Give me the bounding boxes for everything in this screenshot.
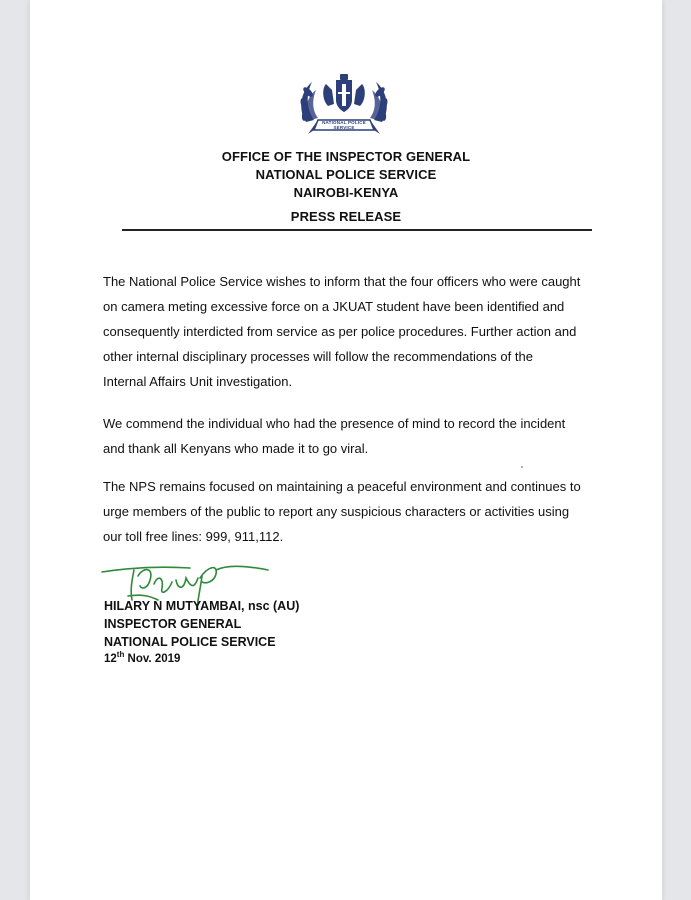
date-month-year: Nov. 2019 [124, 652, 181, 665]
title-divider [122, 229, 592, 231]
header-service: NATIONAL POLICE SERVICE [255, 167, 437, 182]
crest-motto: NATIONAL POLICE SERVICE [322, 120, 366, 130]
press-release-page [30, 0, 662, 900]
paragraph-line: We commend the individual who had the presence of mind to record the incident [103, 416, 566, 431]
date-suffix: th [116, 650, 125, 659]
paragraph-line: consequently interdicted from service as per police procedures. Further action and [103, 324, 577, 339]
body-paragraph-1 [103, 269, 589, 394]
body-paragraph-3 [103, 474, 589, 549]
signatory-organisation: NATIONAL POLICE SERVICE [104, 635, 276, 649]
release-date [104, 650, 180, 665]
paragraph-line: on camera meting excessive force on a JKUAT student have been identified and [103, 299, 565, 314]
signatory-name: HILARY N MUTYAMBAI, nsc (AU) [104, 599, 300, 613]
paragraph-line: urge members of the public to report any suspicious characters or activities using [103, 504, 570, 519]
signatory-title: INSPECTOR GENERAL [104, 617, 242, 631]
paragraph-line: other internal disciplinary processes will follow the recommendations of the [103, 349, 533, 364]
paragraph-line: our toll free lines: 999, 911,112. [103, 529, 284, 544]
paragraph-line: and thank all Kenyans who made it to go viral. [103, 441, 369, 456]
paragraph-line: The National Police Service wishes to inform that the four officers who were caught [103, 274, 581, 289]
paragraph-line: The NPS remains focused on maintaining a peaceful environment and continues to [103, 479, 581, 494]
date-day: 12 [104, 652, 117, 665]
body-paragraph-2 [103, 411, 589, 461]
document-title: PRESS RELEASE [290, 209, 402, 224]
header-office: OFFICE OF THE INSPECTOR GENERAL [221, 149, 471, 164]
scan-speck [521, 466, 523, 468]
paragraph-line: Internal Affairs Unit investigation. [103, 374, 293, 389]
header-location: NAIROBI-KENYA [293, 185, 399, 200]
